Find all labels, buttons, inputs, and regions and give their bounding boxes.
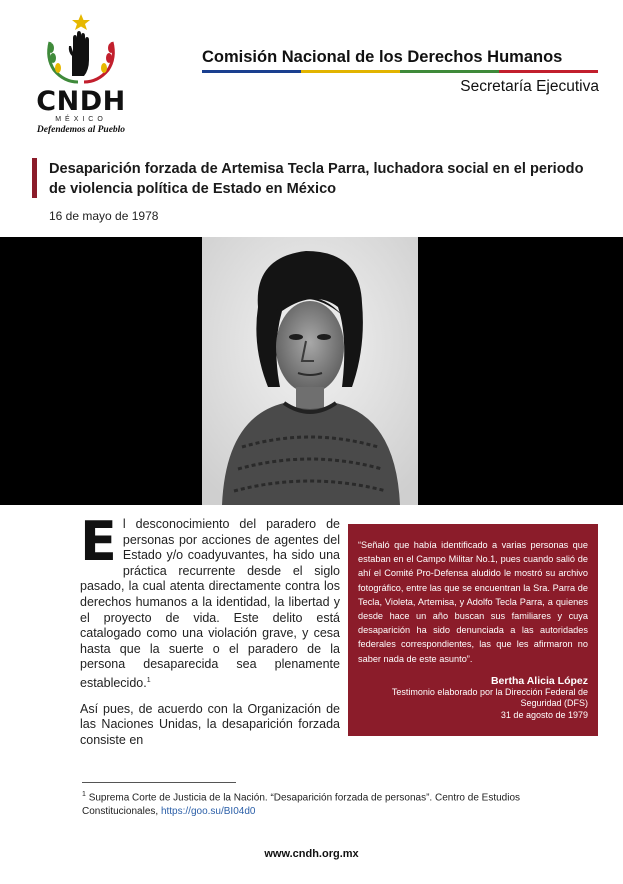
article-title: Desaparición forzada de Artemisa Tecla Parra, luchadora social en el periodo de violencia política de Estado en México bbox=[49, 161, 584, 197]
footer-url[interactable]: www.cndh.org.mx bbox=[264, 848, 359, 860]
footnote-number: 1 bbox=[82, 791, 86, 798]
footnote bbox=[82, 788, 582, 818]
department-name: Secretaría Ejecutiva bbox=[460, 78, 599, 95]
rule-segment-yellow bbox=[301, 70, 400, 73]
title-accent-bar bbox=[32, 158, 37, 198]
footnote-text: Suprema Corte de Justicia de la Nación. “Desaparición forzada de personas”. Centro de Estudios Constitucionales, bbox=[82, 792, 521, 817]
body-paragraph-2: Así pues, de acuerdo con la Organización de las Naciones Unidas, la desaparición forzada consiste en bbox=[80, 701, 340, 747]
paragraph-1-text: l desconocimiento del paradero de personas por acciones de agentes del Estado y/o coadyuvantes, ha sido una práctica recurrente desde el siglo pasado, la cual atenta directamente contra los derechos humanos a la identidad, la libertad y el proyecto de vida. Este delito está catalogado como una violación grave, y cesa hasta que la suerte o el paradero de la persona desaparecida sea plenamente establecido. bbox=[80, 517, 340, 691]
hand-laurel-emblem-icon bbox=[42, 12, 120, 86]
article-date: 16 de mayo de 1978 bbox=[49, 209, 159, 223]
quote-text: “Señaló que había identificado a varias personas que estaban en el Campo Militar No.1, pues cuando salió de ahí el Comité Pro-Defensa aludido le mostró su archivo fotográfico, entre las que se encuentran la Sra. Parra de Tecla, Violeta, Artemisa, y Adolfo Tecla Parra, a quienes desde hace un año buscan sus familiares y cuya desaparición ha sido denunciada a las autoridades federales correspondientes, las que les afirmaron no saber nada de este asunto”. bbox=[358, 540, 588, 664]
cndh-logo bbox=[22, 12, 140, 138]
footnote-reference[interactable]: 1 bbox=[146, 676, 151, 684]
rule-segment-green bbox=[400, 70, 499, 73]
footnote-divider bbox=[82, 782, 236, 783]
logo-acronym: CNDH bbox=[36, 86, 126, 117]
logo-country: MÉXICO bbox=[55, 116, 107, 123]
portrait-photo bbox=[202, 237, 418, 505]
body-paragraph-1 bbox=[80, 510, 340, 692]
logo-tagline: Defendemos al Pueblo bbox=[36, 125, 126, 135]
rule-segment-red bbox=[499, 70, 598, 73]
footnote-link[interactable]: https://goo.su/BI04d0 bbox=[160, 805, 256, 817]
drop-cap: E bbox=[80, 510, 117, 573]
quote-source: Testimonio elaborado por la Dirección Federal de Seguridad (DFS) bbox=[391, 686, 588, 709]
rule-segment-blue bbox=[202, 70, 301, 73]
organization-name: Comisión Nacional de los Derechos Humanos bbox=[202, 48, 563, 66]
quote-author: Bertha Alicia López bbox=[490, 674, 588, 687]
testimony-quote-box bbox=[348, 524, 598, 736]
tricolor-rule bbox=[202, 70, 598, 73]
quote-date: 31 de agosto de 1979 bbox=[500, 709, 588, 720]
body-text-column bbox=[80, 510, 340, 758]
